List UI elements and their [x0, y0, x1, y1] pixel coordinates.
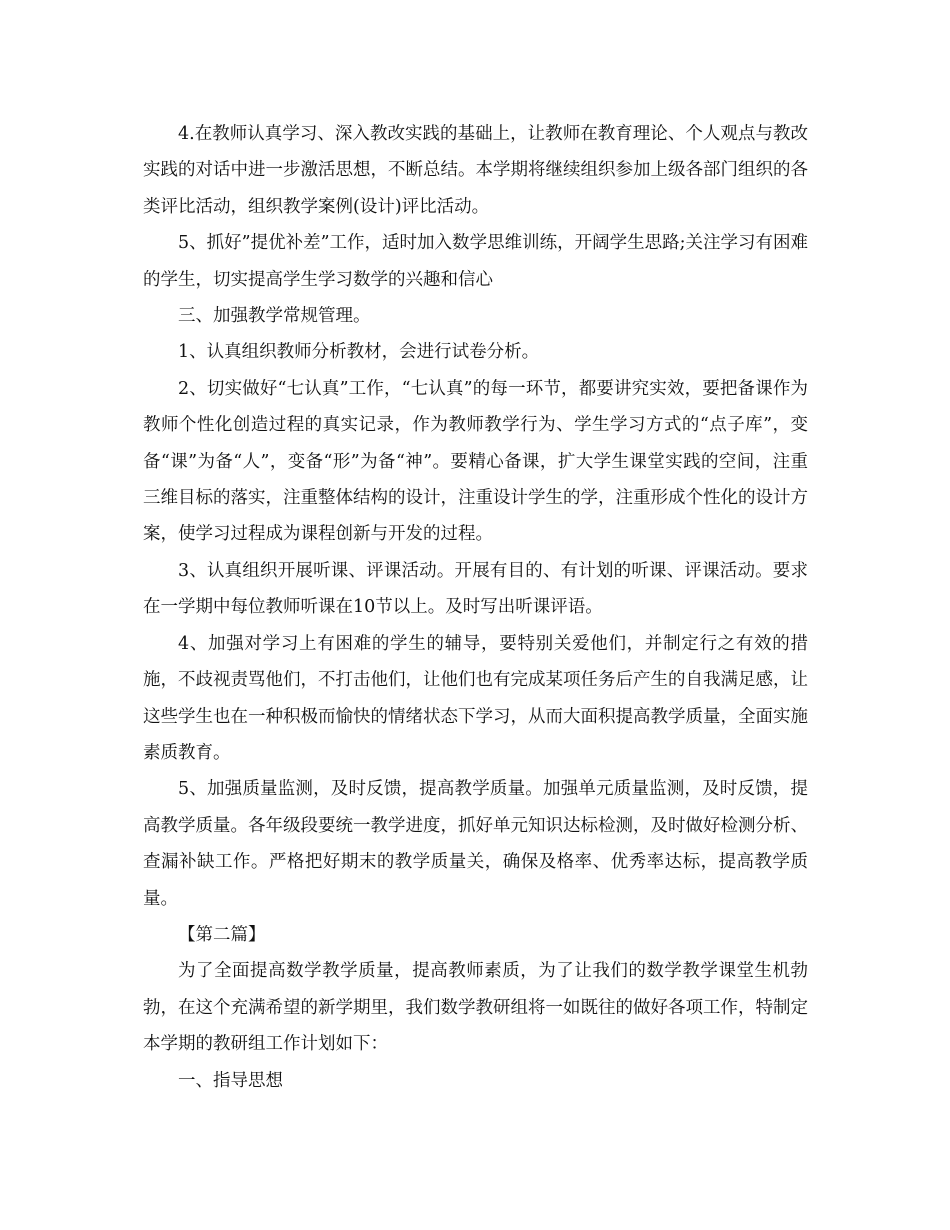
- paragraph-teacher-reflection: 4.在教师认真学习、深入教改实践的基础上，让教师在教育理论、个人观点与教改实践的对话中进一步激活思想，不断总结。本学期将继续组织参加上级各部门组织的各类评比活动，组织教学案例(设计)评比活动。: [143, 124, 808, 217]
- paragraph-introduction: 为了全面提高数学教学质量，提高教师素质，为了让我们的数学教学课堂生机勃勃，在这个充满希望的新学期里，我们数学教研组将一如既往的做好各项工作，特制定本学期的教研组工作计划如下：: [143, 961, 808, 1055]
- paragraph-quality-monitoring: 5、加强质量监测，及时反馈，提高教学质量。加强单元质量监测，及时反馈，提高教学质量。各年级段要统一教学进度，抓好单元知识达标检测，及时做好检测分析、查漏补缺工作。严格把好期末的教学质量关，确保及格率、优秀率达标，提高教学质量。: [143, 779, 808, 909]
- section-heading-guiding-ideology: 一、指导思想: [178, 1070, 283, 1091]
- document-body: [143, 116, 808, 1099]
- section-heading-routine-management: 三、加强教学常规管理。: [178, 306, 371, 327]
- paragraph-class-observation: 3、认真组织开展听课、评课活动。开展有目的、有计划的听课、评课活动。要求在一学期中每位教师听课在10节以上。及时写出听课评语。: [143, 560, 808, 618]
- paragraph-tutoring: 5、抓好”提优补差”工作，适时加入数学思维训练，开阔学生思路;关注学习有困难的学生，切实提高学生学习数学的兴趣和信心: [143, 233, 808, 290]
- section-marker-part-two: 【第二篇】: [178, 924, 266, 945]
- paragraph-lesson-preparation: 2、切实做好“七认真”工作，“七认真”的每一环节，都要讲究实效，要把备课作为教师个性化创造过程的真实记录，作为教师教学行为、学生学习方式的“点子库”，变备“课”为备“人”，变备“形”为备“神”。要精心备课，扩大学生课堂实践的空间，注重三维目标的落实，注重整体结构的设计，注重设计学生的学，注重形成个性化的设计方案，使学习过程成为课程创新与开发的过程。: [143, 378, 808, 545]
- paragraph-textbook-analysis: 1、认真组织教师分析教材，会进行试卷分析。: [178, 342, 540, 363]
- paragraph-struggling-students: 4、加强对学习上有困难的学生的辅导，要特别关爱他们，并制定行之有效的措施，不歧视责骂他们，不打击他们，让他们也有完成某项任务后产生的自我满足感，让这些学生也在一种积极而愉快的情绪状态下学习，从而大面积提高教学质量，全面实施素质教育。: [143, 633, 808, 763]
